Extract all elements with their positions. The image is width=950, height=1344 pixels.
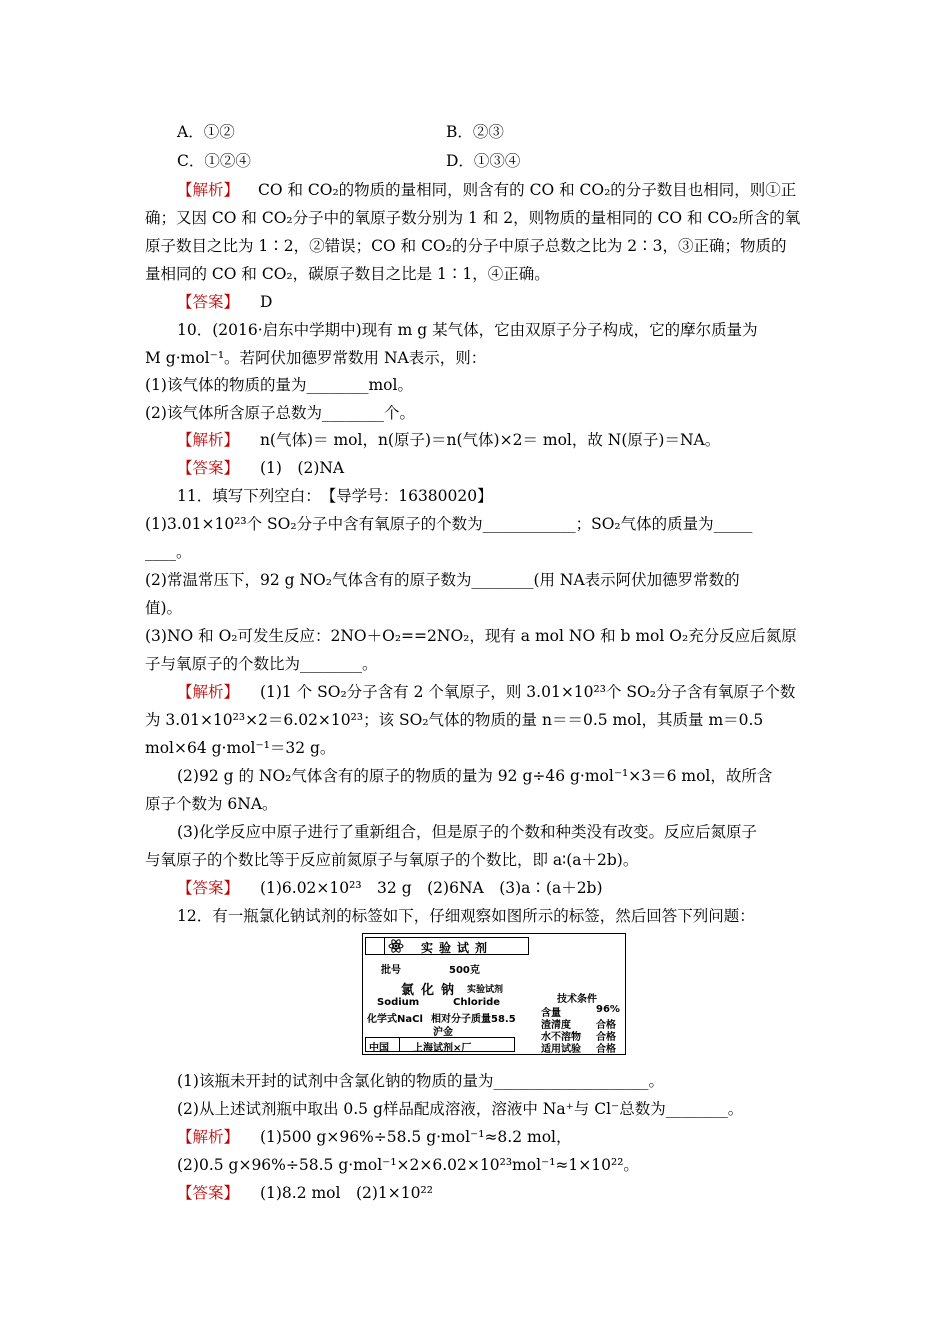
q9-answer bbox=[177, 292, 272, 312]
q11-analysis-line-2: 为 3.01×10²³×2＝6.02×10²³；该 SO₂气体的物质的量 n＝＝0.5 mol，其质量 m＝0.5 bbox=[145, 711, 764, 729]
label-spec-value: 合格 bbox=[596, 1032, 616, 1043]
label-name-en-1: Sodium bbox=[377, 997, 420, 1008]
q9-analysis-text: CO 和 CO₂的物质的量相同，则含有的 CO 和 CO₂的分子数目也相同，则①正 bbox=[257, 181, 797, 199]
q11-part-2-line-1: (2)常温常压下，92 g NO₂气体含有的原子数为________(用 NA表示阿伏加德罗常数的 bbox=[145, 571, 740, 589]
label-molecular-weight: 相对分子质量58.5 bbox=[431, 1014, 516, 1025]
q12-part-2: (2)从上述试剂瓶中取出 0.5 g样品配成溶液，溶液中 Na⁺与 Cl⁻总数为________。 bbox=[177, 1100, 744, 1118]
answer-tag: 【答案】 bbox=[177, 293, 240, 311]
label-spec-key: 水不溶物 bbox=[541, 1032, 581, 1043]
q11-analysis-line-3: mol×64 g·mol⁻¹＝32 g。 bbox=[145, 739, 336, 757]
option-c: C．①②④ bbox=[177, 152, 251, 170]
q10-answer bbox=[177, 458, 344, 478]
q11-analysis-line-6: (3)化学反应中原子进行了重新组合，但是原子的个数和种类没有改变。反应后氮原子 bbox=[177, 823, 757, 841]
label-country: 中国 bbox=[369, 1043, 389, 1054]
q12-stem: 12．有一瓶氯化钠试剂的标签如下，仔细观察如图所示的标签，然后回答下列问题： bbox=[177, 907, 755, 925]
answer-tag: 【答案】 bbox=[177, 879, 240, 897]
label-spec-title: 技术条件 bbox=[557, 994, 597, 1005]
label-name-en-2: Chloride bbox=[453, 997, 501, 1008]
q10-stem-line-2: M g·mol⁻¹。若阿伏加德罗常数用 NA表示，则： bbox=[145, 349, 487, 367]
q11-analysis-text-1: (1)1 个 SO₂分子含有 2 个氧原子，则 3.01×10²³个 SO₂分子含有氧原子个数 bbox=[259, 683, 796, 701]
label-brand: 沪金 bbox=[433, 1027, 453, 1038]
q10-part-2: (2)该气体所含原子总数为________个。 bbox=[145, 404, 415, 422]
q12-analysis-line-1 bbox=[177, 1127, 572, 1147]
option-a: A．①② bbox=[177, 123, 235, 141]
option-d: D．①③④ bbox=[446, 152, 521, 170]
label-name-cn: 氯化钠 bbox=[401, 983, 462, 998]
label-grade: 实验试剂 bbox=[467, 985, 504, 995]
q9-answer-value: D bbox=[259, 293, 273, 311]
q9-analysis-line-3: 原子数目之比为 1∶2，②错误；CO 和 CO₂的分子中原子总数之比为 2∶3，③正确；物质的 bbox=[145, 237, 787, 255]
q11-part-3-line-2: 子与氧原子的个数比为________。 bbox=[145, 655, 378, 673]
analysis-tag: 【解析】 bbox=[177, 181, 240, 199]
option-b: B．②③ bbox=[446, 123, 504, 141]
answer-tag: 【答案】 bbox=[177, 459, 240, 477]
label-spec-value: 合格 bbox=[596, 1020, 616, 1031]
q11-stem: 11．填写下列空白： 【导学号：16380020】 bbox=[177, 487, 493, 505]
label-corner-box bbox=[365, 937, 385, 955]
q12-analysis-text-1: (1)500 g×96%÷58.5 g·mol⁻¹≈8.2 mol， bbox=[259, 1128, 572, 1146]
q11-answer bbox=[177, 878, 603, 898]
q11-part-1-line-1: (1)3.01×10²³个 SO₂分子中含有氧原子的个数为____________；SO₂气体的质量为_____ bbox=[145, 515, 753, 533]
label-spec-key: 适用试验 bbox=[541, 1044, 581, 1055]
label-weight: 500克 bbox=[449, 965, 480, 976]
q9-analysis-line-1 bbox=[177, 180, 796, 200]
q12-answer-value: (1)8.2 mol (2)1×10²² bbox=[259, 1184, 433, 1202]
analysis-tag: 【解析】 bbox=[177, 431, 240, 449]
analysis-tag: 【解析】 bbox=[177, 1128, 240, 1146]
analysis-tag: 【解析】 bbox=[177, 683, 240, 701]
label-header-text: 实验试剂 bbox=[421, 941, 494, 955]
q11-analysis-line-1 bbox=[177, 682, 795, 702]
q11-analysis-line-4: (2)92 g 的 NO₂气体含有的原子的物质的量为 92 g÷46 g·mol⁻¹×3＝6 mol，故所含 bbox=[177, 767, 773, 785]
label-spec-key: 渣清度 bbox=[541, 1020, 571, 1031]
q10-answer-value: (1) (2)NA bbox=[259, 459, 345, 477]
answer-tag: 【答案】 bbox=[177, 1184, 240, 1202]
q9-analysis-line-2: 确；又因 CO 和 CO₂分子中的氧原子数分别为 1 和 2，则物质的量相同的 CO 和 CO₂所含的氧 bbox=[145, 209, 801, 227]
q11-answer-value: (1)6.02×10²³ 32 g (2)6NA (3)a∶(a＋2b) bbox=[259, 879, 603, 897]
q11-part-3-line-1: (3)NO 和 O₂可发生反应：2NO＋O₂==2NO₂，现有 a mol NO 和 b mol O₂充分反应后氮原 bbox=[145, 627, 797, 645]
label-footer-divider bbox=[399, 1037, 400, 1052]
q10-stem-line-1: 10．(2016·启东中学期中)现有 m g 某气体，它由双原子分子构成，它的摩尔质量为 bbox=[177, 321, 758, 339]
q9-analysis-line-4: 量相同的 CO 和 CO₂，碳原子数目之比是 1∶1，④正确。 bbox=[145, 265, 550, 283]
label-spec-value: 96% bbox=[596, 1004, 620, 1015]
atom-icon bbox=[388, 938, 404, 954]
label-maker: 上海试剂×厂 bbox=[413, 1043, 472, 1054]
q11-part-1-line-2: ____。 bbox=[145, 543, 192, 561]
q10-part-1: (1)该气体的物质的量为________mol。 bbox=[145, 376, 413, 394]
q10-analysis bbox=[177, 430, 720, 450]
reagent-label-figure bbox=[362, 933, 626, 1055]
q11-analysis-line-7: 与氧原子的个数比等于反应前氮原子与氧原子的个数比，即 a∶(a＋2b)。 bbox=[145, 851, 639, 869]
q10-analysis-text: n(气体)＝ mol，n(原子)＝n(气体)×2＝ mol，故 N(原子)＝NA。 bbox=[259, 431, 721, 449]
q11-analysis-line-5: 原子个数为 6NA。 bbox=[145, 795, 278, 813]
label-batch: 批号 bbox=[381, 965, 401, 976]
q12-part-1: (1)该瓶未开封的试剂中含氯化钠的物质的量为____________________。 bbox=[177, 1072, 664, 1090]
q12-answer bbox=[177, 1183, 433, 1203]
label-formula: 化学式NaCl bbox=[367, 1014, 423, 1025]
q12-analysis-line-2: (2)0.5 g×96%÷58.5 g·mol⁻¹×2×6.02×10²³mol⁻¹≈1×10²²。 bbox=[177, 1156, 639, 1174]
q11-part-2-line-2: 值)。 bbox=[145, 599, 183, 617]
label-spec-key: 含量 bbox=[541, 1008, 561, 1019]
label-spec-value: 合格 bbox=[596, 1044, 616, 1055]
